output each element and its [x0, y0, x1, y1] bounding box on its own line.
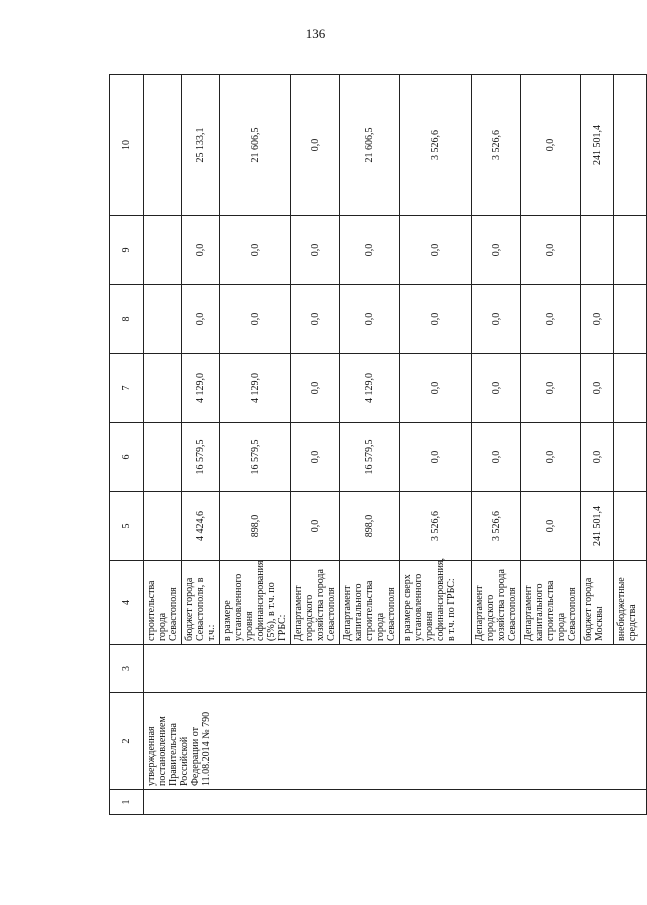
- program-description: утвержденная постановлением Правительства Российской Федерации от 11.08.2014 № 790: [144, 693, 647, 790]
- value-cell: 0,0: [521, 423, 581, 492]
- value-cell: 0,0: [521, 216, 581, 285]
- value-cell: [144, 492, 182, 561]
- header-cell: 8: [110, 285, 144, 354]
- header-cell: 2: [110, 693, 144, 790]
- value-cell: 16 579,5: [220, 423, 291, 492]
- value-cell: 0,0: [291, 285, 340, 354]
- value-cell: 0,0: [400, 423, 472, 492]
- header-cell: 9: [110, 216, 144, 285]
- value-cell: 0,0: [291, 354, 340, 423]
- value-cell: 3 526,6: [400, 75, 472, 216]
- value-cell: 0,0: [340, 285, 400, 354]
- value-cell: 0,0: [581, 285, 614, 354]
- value-cell: 0,0: [581, 354, 614, 423]
- value-cell: 16 579,5: [340, 423, 400, 492]
- value-cell: [144, 354, 182, 423]
- value-cell: 3 526,6: [400, 492, 472, 561]
- value-cell: 0,0: [400, 285, 472, 354]
- value-cell: 4 129,0: [340, 354, 400, 423]
- value-cell: 0,0: [581, 423, 614, 492]
- value-cell: 898,0: [340, 492, 400, 561]
- value-cell: 0,0: [220, 216, 291, 285]
- value-cell: 0,0: [521, 75, 581, 216]
- row-label: строительства города Севастополя: [144, 561, 182, 645]
- value-cell: 0,0: [521, 285, 581, 354]
- value-cell: 241 501,4: [581, 75, 614, 216]
- value-cell: [614, 216, 647, 285]
- col1-cell: [144, 790, 647, 815]
- value-cell: 241 501,4: [581, 492, 614, 561]
- row-label: в размере сверх установленного уровня софинансирования, в т.ч. по ГРБС:: [400, 561, 472, 645]
- value-cell: 0,0: [182, 216, 220, 285]
- row-label: бюджет города Севастополя, в т.ч.:: [182, 561, 220, 645]
- table-rotated-container: [109, 75, 638, 815]
- value-cell: 16 579,5: [182, 423, 220, 492]
- value-cell: [144, 423, 182, 492]
- header-cell: 5: [110, 492, 144, 561]
- value-cell: 0,0: [291, 492, 340, 561]
- value-cell: 4 129,0: [182, 354, 220, 423]
- value-cell: [144, 285, 182, 354]
- header-cell: 4: [110, 561, 144, 645]
- header-row: [110, 75, 144, 815]
- value-cell: 0,0: [182, 285, 220, 354]
- value-cell: 0,0: [521, 354, 581, 423]
- value-cell: 0,0: [220, 285, 291, 354]
- value-cell: 0,0: [521, 492, 581, 561]
- value-cell: 0,0: [400, 216, 472, 285]
- value-cell: 4 424,6: [182, 492, 220, 561]
- row-label: Департамент городского хозяйства города Севастополя: [472, 561, 521, 645]
- value-cell: 0,0: [472, 216, 521, 285]
- row-label: бюджет города Москвы: [581, 561, 614, 645]
- value-cell: [581, 216, 614, 285]
- value-cell: 21 606,5: [220, 75, 291, 216]
- value-cell: 21 606,5: [340, 75, 400, 216]
- value-cell: [144, 75, 182, 216]
- value-cell: 3 526,6: [472, 75, 521, 216]
- header-cell: 1: [110, 790, 144, 815]
- row-label: Департамент городского хозяйства города Севастополя: [291, 561, 340, 645]
- value-cell: [614, 285, 647, 354]
- row-label: Департамент капитального строительства города Севастополя: [521, 561, 581, 645]
- col3-cell: [144, 645, 647, 693]
- table-inner: [109, 75, 638, 815]
- value-cell: 0,0: [400, 354, 472, 423]
- value-cell: 0,0: [291, 216, 340, 285]
- value-cell: [614, 492, 647, 561]
- header-cell: 10: [110, 75, 144, 216]
- row-label: в размере установленного уровня софинансирования (5%), в т.ч. по ГРБС:: [220, 561, 291, 645]
- value-cell: 0,0: [472, 423, 521, 492]
- value-cell: 0,0: [472, 285, 521, 354]
- value-cell: 25 133,1: [182, 75, 220, 216]
- value-cell: 898,0: [220, 492, 291, 561]
- value-cell: [144, 216, 182, 285]
- page-number: 136: [305, 26, 326, 41]
- header-cell: 7: [110, 354, 144, 423]
- header-cell: 6: [110, 423, 144, 492]
- budget-table: [109, 74, 647, 815]
- value-cell: [614, 354, 647, 423]
- value-cell: 0,0: [472, 354, 521, 423]
- value-cell: [614, 423, 647, 492]
- value-cell: 0,0: [340, 216, 400, 285]
- row-label: внебюджетные средства: [614, 561, 647, 645]
- value-cell: 3 526,6: [472, 492, 521, 561]
- value-cell: 4 129,0: [220, 354, 291, 423]
- row-label: Департамент капитального строительства города Севастополя: [340, 561, 400, 645]
- table-row: [144, 75, 182, 815]
- value-cell: 0,0: [291, 75, 340, 216]
- header-cell: 3: [110, 645, 144, 693]
- value-cell: [614, 75, 647, 216]
- value-cell: 0,0: [291, 423, 340, 492]
